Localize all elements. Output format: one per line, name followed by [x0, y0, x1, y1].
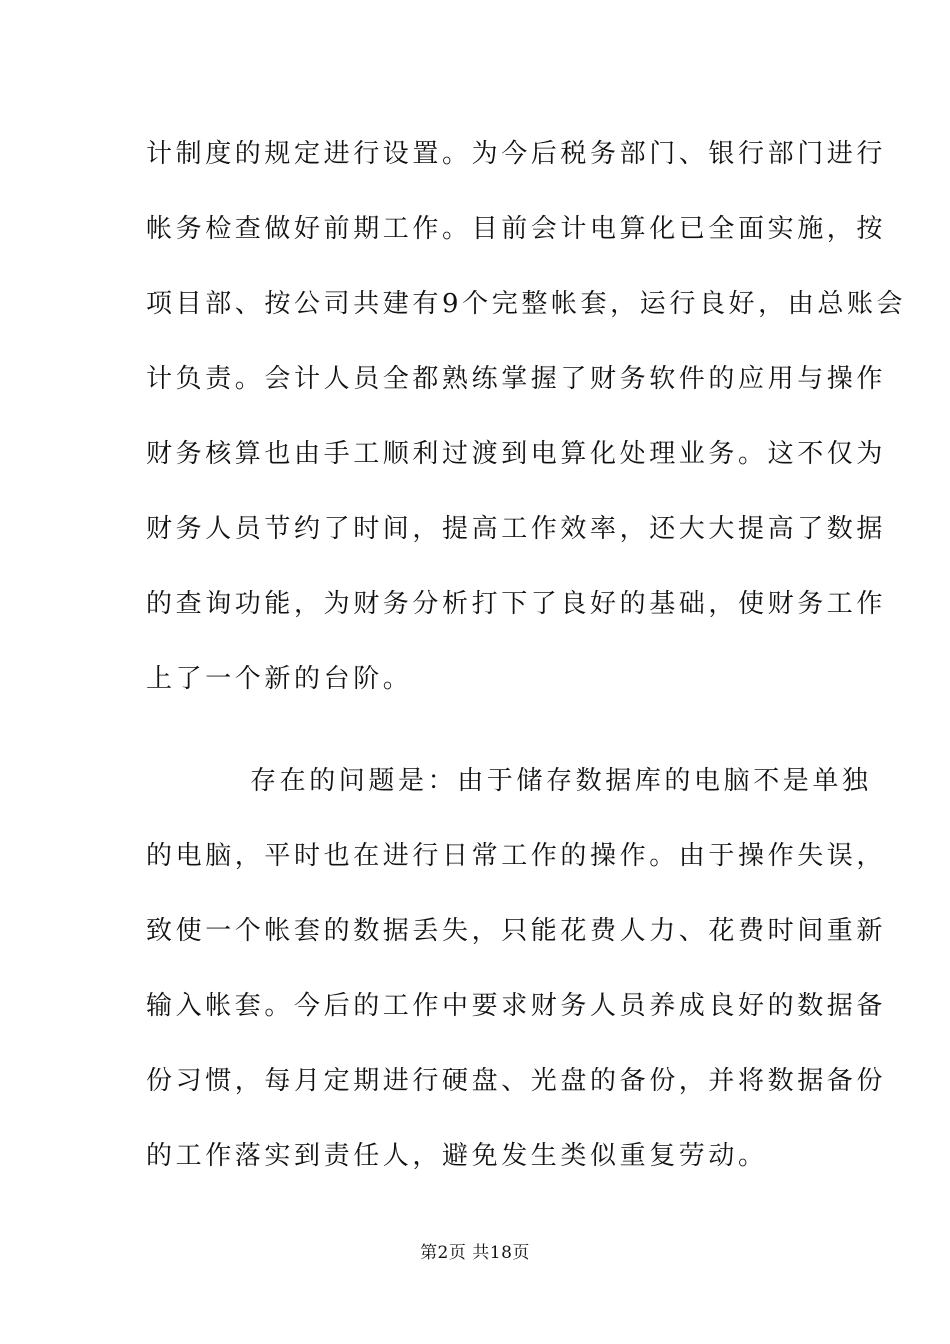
paragraph-line: 份习惯，每月定期进行硬盘、光盘的备份，并将数据备份: [146, 1066, 887, 1096]
paragraph-line: 财务核算也由手工顺利过渡到电算化处理业务。这不仅为: [146, 439, 887, 469]
paragraph-line: 计负责。会计人员全都熟练掌握了财务软件的应用与操作: [146, 364, 887, 394]
paragraph-line: 的电脑，平时也在进行日常工作的操作。由于操作失误，: [146, 841, 887, 871]
paragraph-line: 的查询功能，为财务分析打下了良好的基础，使财务工作: [146, 589, 887, 619]
paragraph-line: 上了一个新的台阶。: [146, 664, 413, 694]
paragraph-line: 帐务检查做好前期工作。目前会计电算化已全面实施，按: [146, 214, 887, 244]
paragraph-line: 计制度的规定进行设置。为今后税务部门、银行部门进行: [146, 139, 887, 169]
paragraph-line: 存在的问题是：由于储存数据库的电脑不是单独: [250, 766, 872, 796]
paragraph-line: 输入帐套。今后的工作中要求财务人员养成良好的数据备: [146, 991, 887, 1021]
paragraph-line: 项目部、按公司共建有9个完整帐套，运行良好，由总账会: [146, 289, 907, 319]
paragraph-line: 致使一个帐套的数据丢失，只能花费人力、花费时间重新: [146, 916, 887, 946]
paragraph-line: 的工作落实到责任人，避免发生类似重复劳动。: [146, 1141, 768, 1171]
page-number-footer: 第2页 共18页: [420, 1243, 530, 1263]
paragraph-line: 财务人员节约了时间，提高工作效率，还大大提高了数据: [146, 514, 887, 544]
